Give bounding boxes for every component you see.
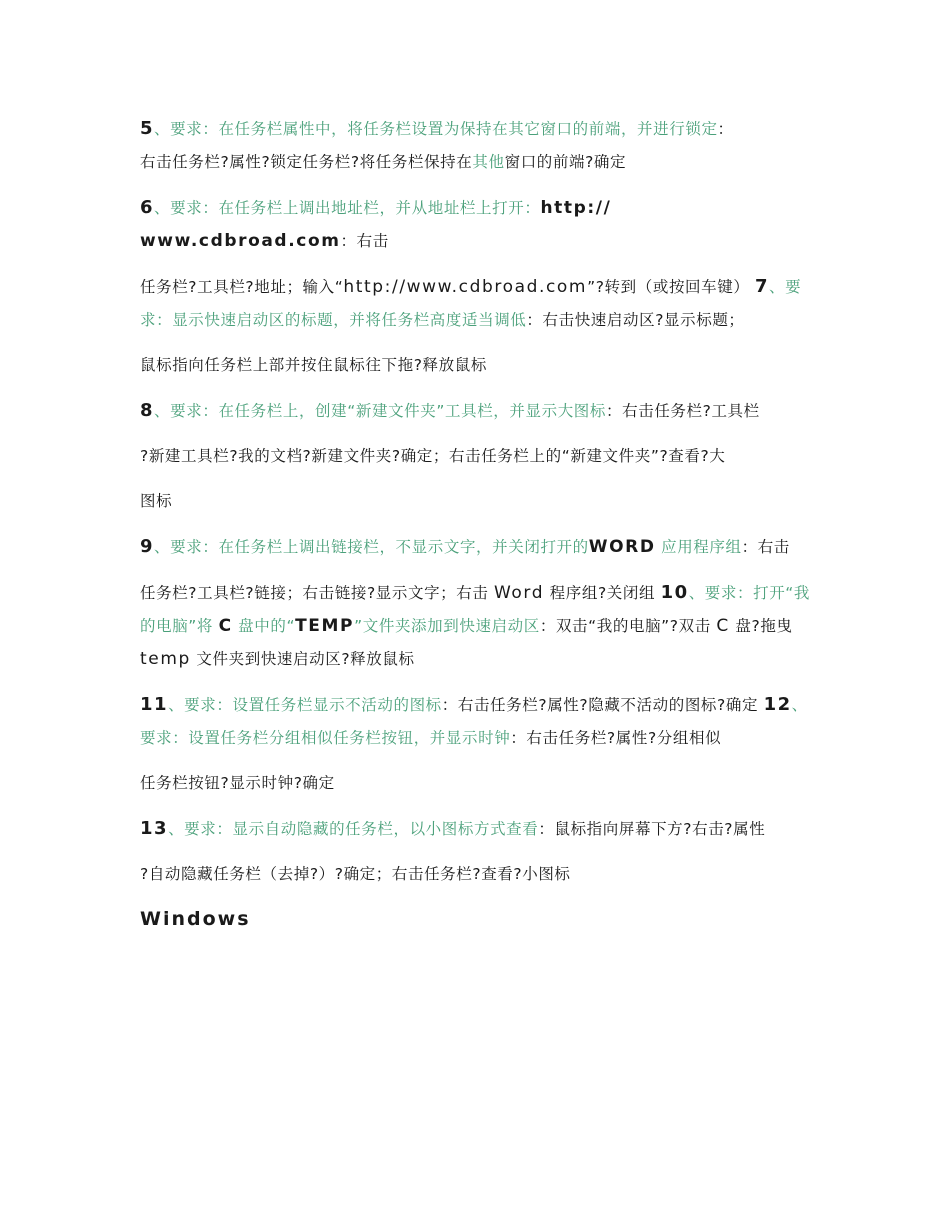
- item-7-steps: 鼠标指向任务栏上部并按住鼠标往下拖?释放鼠标: [140, 356, 487, 374]
- section-heading: Windows: [140, 908, 251, 930]
- item-6-steps: 任务栏?工具栏?地址；输入“http://www.cdbroad.com”?转到（或按回车键） 7、要求：显示快速启动区的标题，并将任务栏高度适当调低：右击快速启动区?显示标题；: [140, 276, 802, 329]
- item-5-steps: 右击任务栏?属性?锁定任务栏?将任务栏保持在其他窗口的前端?确定: [140, 153, 627, 171]
- requirement-text: 要求：在任务栏属性中，将任务栏设置为保持在其它窗口的前端，并进行锁定: [170, 120, 718, 138]
- requirement-text: 要求：显示快速启动区的标题，并将任务栏高度适当调低: [140, 278, 802, 329]
- item-6-heading: 6、要求：在任务栏上调出地址栏，并从地址栏上打开：http:// www.cdbroad.com：右击: [140, 197, 612, 251]
- requirement-text: 要求：在任务栏上，创建“新建文件夹”工具栏，并显示大图标: [170, 402, 607, 420]
- requirement-text: 要求：在任务栏上调出地址栏，并从地址栏上打开：: [170, 199, 541, 217]
- item-12-steps: 任务栏按钮?显示时钟?确定: [140, 774, 335, 792]
- requirement-text: 要求：在任务栏上调出链接栏，不显示文字，并关闭打开的: [170, 538, 589, 556]
- item-9-heading: 9、要求：在任务栏上调出链接栏，不显示文字，并关闭打开的WORD 应用程序组：右击: [140, 536, 790, 557]
- requirement-text: 要求：显示自动隐藏的任务栏，以小图标方式查看: [184, 820, 539, 838]
- item-12-number: 12: [763, 694, 792, 715]
- item-8-steps: ?新建工具栏?我的文档?新建文件夹?确定；右击任务栏上的“新建文件夹”?查看?大: [140, 447, 726, 465]
- requirement-text: 要求：设置任务栏分组相似任务栏按钮，并显示时钟: [140, 729, 511, 747]
- item-5-heading: 5、要求：在任务栏属性中，将任务栏设置为保持在其它窗口的前端，并进行锁定：: [140, 118, 734, 139]
- item-9-steps: 任务栏?工具栏?链接；右击链接?显示文字；右击 Word 程序组?关闭组 10、要求：打开“我的电脑”将 C 盘中的“TEMP”文件夹添加到快速启动区：双击“我的电脑”?双击 C 盘?拖曳 temp 文件夹到快速启动区?释放鼠标: [140, 582, 811, 669]
- item-10-number: 10: [660, 582, 689, 603]
- item-11-heading: 11、要求：设置任务栏显示不活动的图标：右击任务栏?属性?隐藏不活动的图标?确定 12、要求：设置任务栏分组相似任务栏按钮，并显示时钟：右击任务栏?属性?分组相似: [140, 694, 808, 747]
- item-7-number: 7: [754, 276, 770, 297]
- item-8-heading: 8、要求：在任务栏上，创建“新建文件夹”工具栏，并显示大图标：右击任务栏?工具栏: [140, 400, 760, 421]
- item-8-steps-cont: 图标: [140, 492, 173, 510]
- item-13-heading: 13、要求：显示自动隐藏的任务栏，以小图标方式查看：鼠标指向屏幕下方?右击?属性: [140, 818, 766, 839]
- requirement-text: 要求：设置任务栏显示不活动的图标: [184, 696, 442, 714]
- document-page: [140, 112, 820, 936]
- item-13-steps: ?自动隐藏任务栏（去掉?）?确定；右击任务栏?查看?小图标: [140, 865, 571, 883]
- requirement-text: 要求：打开“我的电脑”将: [140, 584, 811, 635]
